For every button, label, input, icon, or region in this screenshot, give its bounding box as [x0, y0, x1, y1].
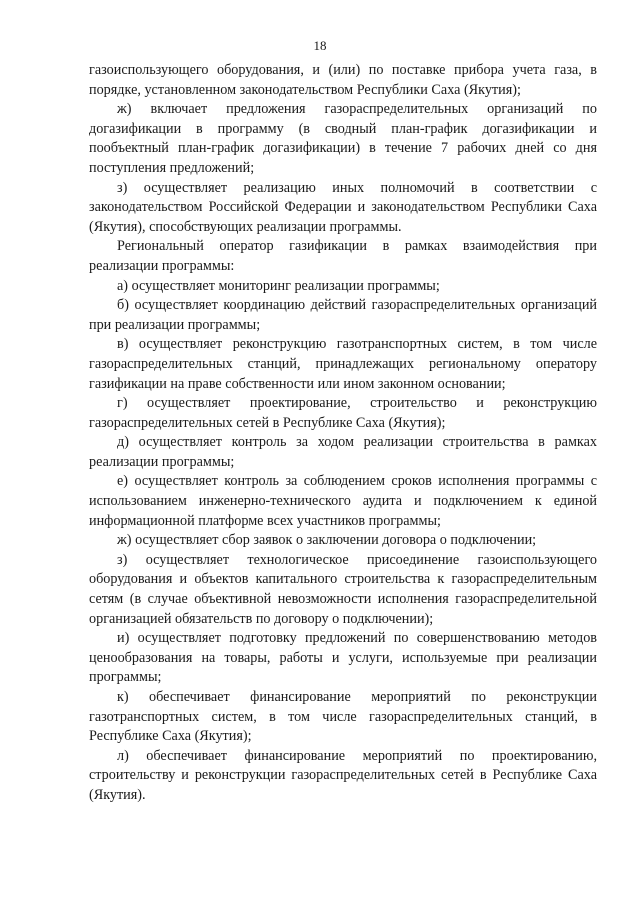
paragraph: газоиспользующего оборудования, и (или) по поставке прибора учета газа, в порядке, установленном законодательством Республики Саха (Якутия); [89, 62, 597, 98]
paragraph: з) осуществляет технологическое присоединение газоиспользующего оборудования и объектов капитального строительства к газораспределительным сетям (в случае объективной невозможности исполнения газораспределительной организацией обязательств по договору о подключении); [89, 551, 597, 627]
paragraph: д) осуществляет контроль за ходом реализации строительства в рамках реализации программы; [89, 434, 597, 470]
paragraph: в) осуществляет реконструкцию газотранспортных систем, в том числе газораспределительных станций, принадлежащих региональному оператору газификации на праве собственности или ином законном основании; [89, 336, 597, 392]
paragraph: б) осуществляет координацию действий газораспределительных организаций при реализации программы; [89, 297, 597, 333]
document-body [89, 61, 597, 806]
paragraph: г) осуществляет проектирование, строительство и реконструкцию газораспределительных сетей в Республике Саха (Якутия); [89, 395, 597, 431]
paragraph: л) обеспечивает финансирование мероприятий по проектированию, строительству и реконструкции газораспределительных сетей в Республике Саха (Якутия). [89, 747, 597, 803]
paragraph: Региональный оператор газификации в рамках взаимодействия при реализации программы: [89, 238, 597, 274]
paragraph: к) обеспечивает финансирование мероприятий по реконструкции газотранспортных систем, в том числе газораспределительных станций, в Республике Саха (Якутия); [89, 689, 597, 745]
paragraph: ж) осуществляет сбор заявок о заключении договора о подключении; [117, 532, 537, 549]
paragraph: е) осуществляет контроль за соблюдением сроков исполнения программы с использованием инженерно-технического аудита и подключением к единой информационной платформе всех участников программы; [89, 473, 597, 529]
paragraph: з) осуществляет реализацию иных полномочий в соответствии с законодательством Российской Федерации и законодательством Республики Саха (Якутия), способствующих реализации программы. [89, 179, 597, 235]
paragraph: и) осуществляет подготовку предложений по совершенствованию методов ценообразования на товары, работы и услуги, используемые при реализации программы; [89, 630, 597, 686]
paragraph: ж) включает предложения газораспределительных организаций по догазификации в программу (в сводный план-график догазификации и пообъектный план-график догазификации) в течение 7 рабочих дней со дня поступления предложений; [89, 101, 597, 176]
paragraph: а) осуществляет мониторинг реализации программы; [117, 277, 440, 294]
page-number: 18 [313, 38, 327, 53]
